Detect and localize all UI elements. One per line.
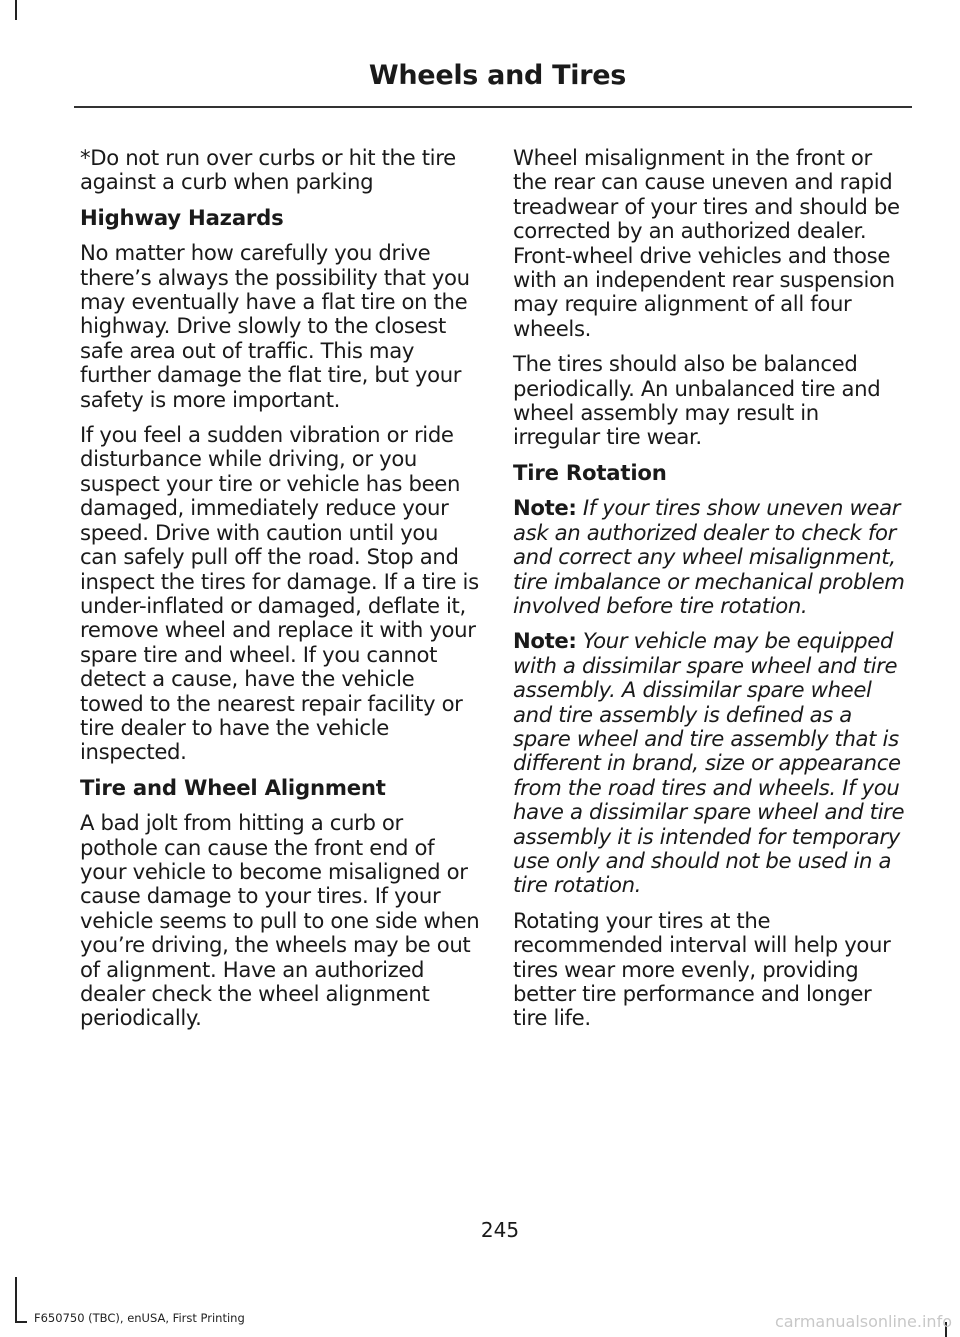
alignment-heading: Tire and Wheel Alignment: [80, 774, 386, 800]
right-column: [513, 146, 909, 1042]
misalignment-paragraph: Wheel misalignment in the front or the rear can cause uneven and rapid treadwear of your tires and should be corrected by an authorized dealer. Front-wheel drive vehicles and those with an independent rear suspension may require alignment of all four wheels.: [513, 145, 900, 341]
header-divider: [74, 106, 912, 108]
flat-tire-paragraph: No matter how carefully you drive there’s always the possibility that you may eventually have a flat tire on the highway. Drive slowly to the closest safe area out of traffic. This may further damage the flat tire, but your safety is more important.: [80, 240, 470, 412]
note-text: Your vehicle may be equipped with a dissimilar spare wheel and tire assembly. A dissimilar spare wheel and tire assembly is defined as a spare wheel and tire assembly that is different in brand, size or appearance from the road tires and wheels. If you have a dissimilar spare wheel and tire assembly it is intended for temporary use only and should not be used in a tire rotation.: [513, 628, 905, 898]
balancing-paragraph: The tires should also be balanced periodically. An unbalanced tire and wheel assembly may result in irregular tire wear.: [513, 351, 881, 450]
page-header-title: Wheels and Tires: [368, 60, 626, 91]
left-column: [80, 146, 480, 1042]
note-dissimilar-spare: [513, 629, 909, 897]
vibration-paragraph: If you feel a sudden vibration or ride disturbance while driving, or you suspect your tire or vehicle has been damaged, immediately reduce your speed. Drive with caution until you can safely pull off the road. Stop and inspect the tires for damage. If a tire is under-inflated or damaged, deflate it, remove wheel and replace it with your spare tire and wheel. If you cannot detect a cause, have the vehicle towed to the nearest repair facility or tire dealer to have the vehicle inspected.: [80, 422, 479, 765]
crop-mark-bottom-left: [15, 1277, 17, 1323]
note-label: Note:: [513, 628, 577, 654]
page-number: 245: [480, 1218, 520, 1242]
watermark: carmanualsonline.info: [774, 1312, 952, 1331]
alignment-paragraph: A bad jolt from hitting a curb or pothole can cause the front end of your vehicle to become misaligned or cause damage to your tires. If your vehicle seems to pull to one side when you’re driving, the wheels may be out of alignment. Have an authorized dealer check the wheel alignment periodically.: [80, 810, 480, 1031]
note-label: Note:: [513, 495, 577, 521]
note-text: If your tires show uneven wear ask an authorized dealer to check for and correct any wheel misalignment, tire imbalance or mechanical problem involved before tire rotation.: [513, 495, 905, 618]
crop-mark-top-left: [15, 0, 17, 20]
print-info: F650750 (TBC), enUSA, First Printing: [34, 1311, 245, 1325]
rotation-paragraph: Rotating your tires at the recommended interval will help your tires wear more evenly, providing better tire performance and longer tire life.: [513, 907, 891, 1031]
tire-rotation-heading: Tire Rotation: [513, 459, 667, 485]
note-uneven-wear: [513, 496, 909, 618]
curb-note-paragraph: *Do not run over curbs or hit the tire against a curb when parking: [80, 145, 456, 195]
crop-mark-bottom-left-corner: [15, 1321, 27, 1323]
highway-hazards-heading: Highway Hazards: [80, 204, 284, 230]
